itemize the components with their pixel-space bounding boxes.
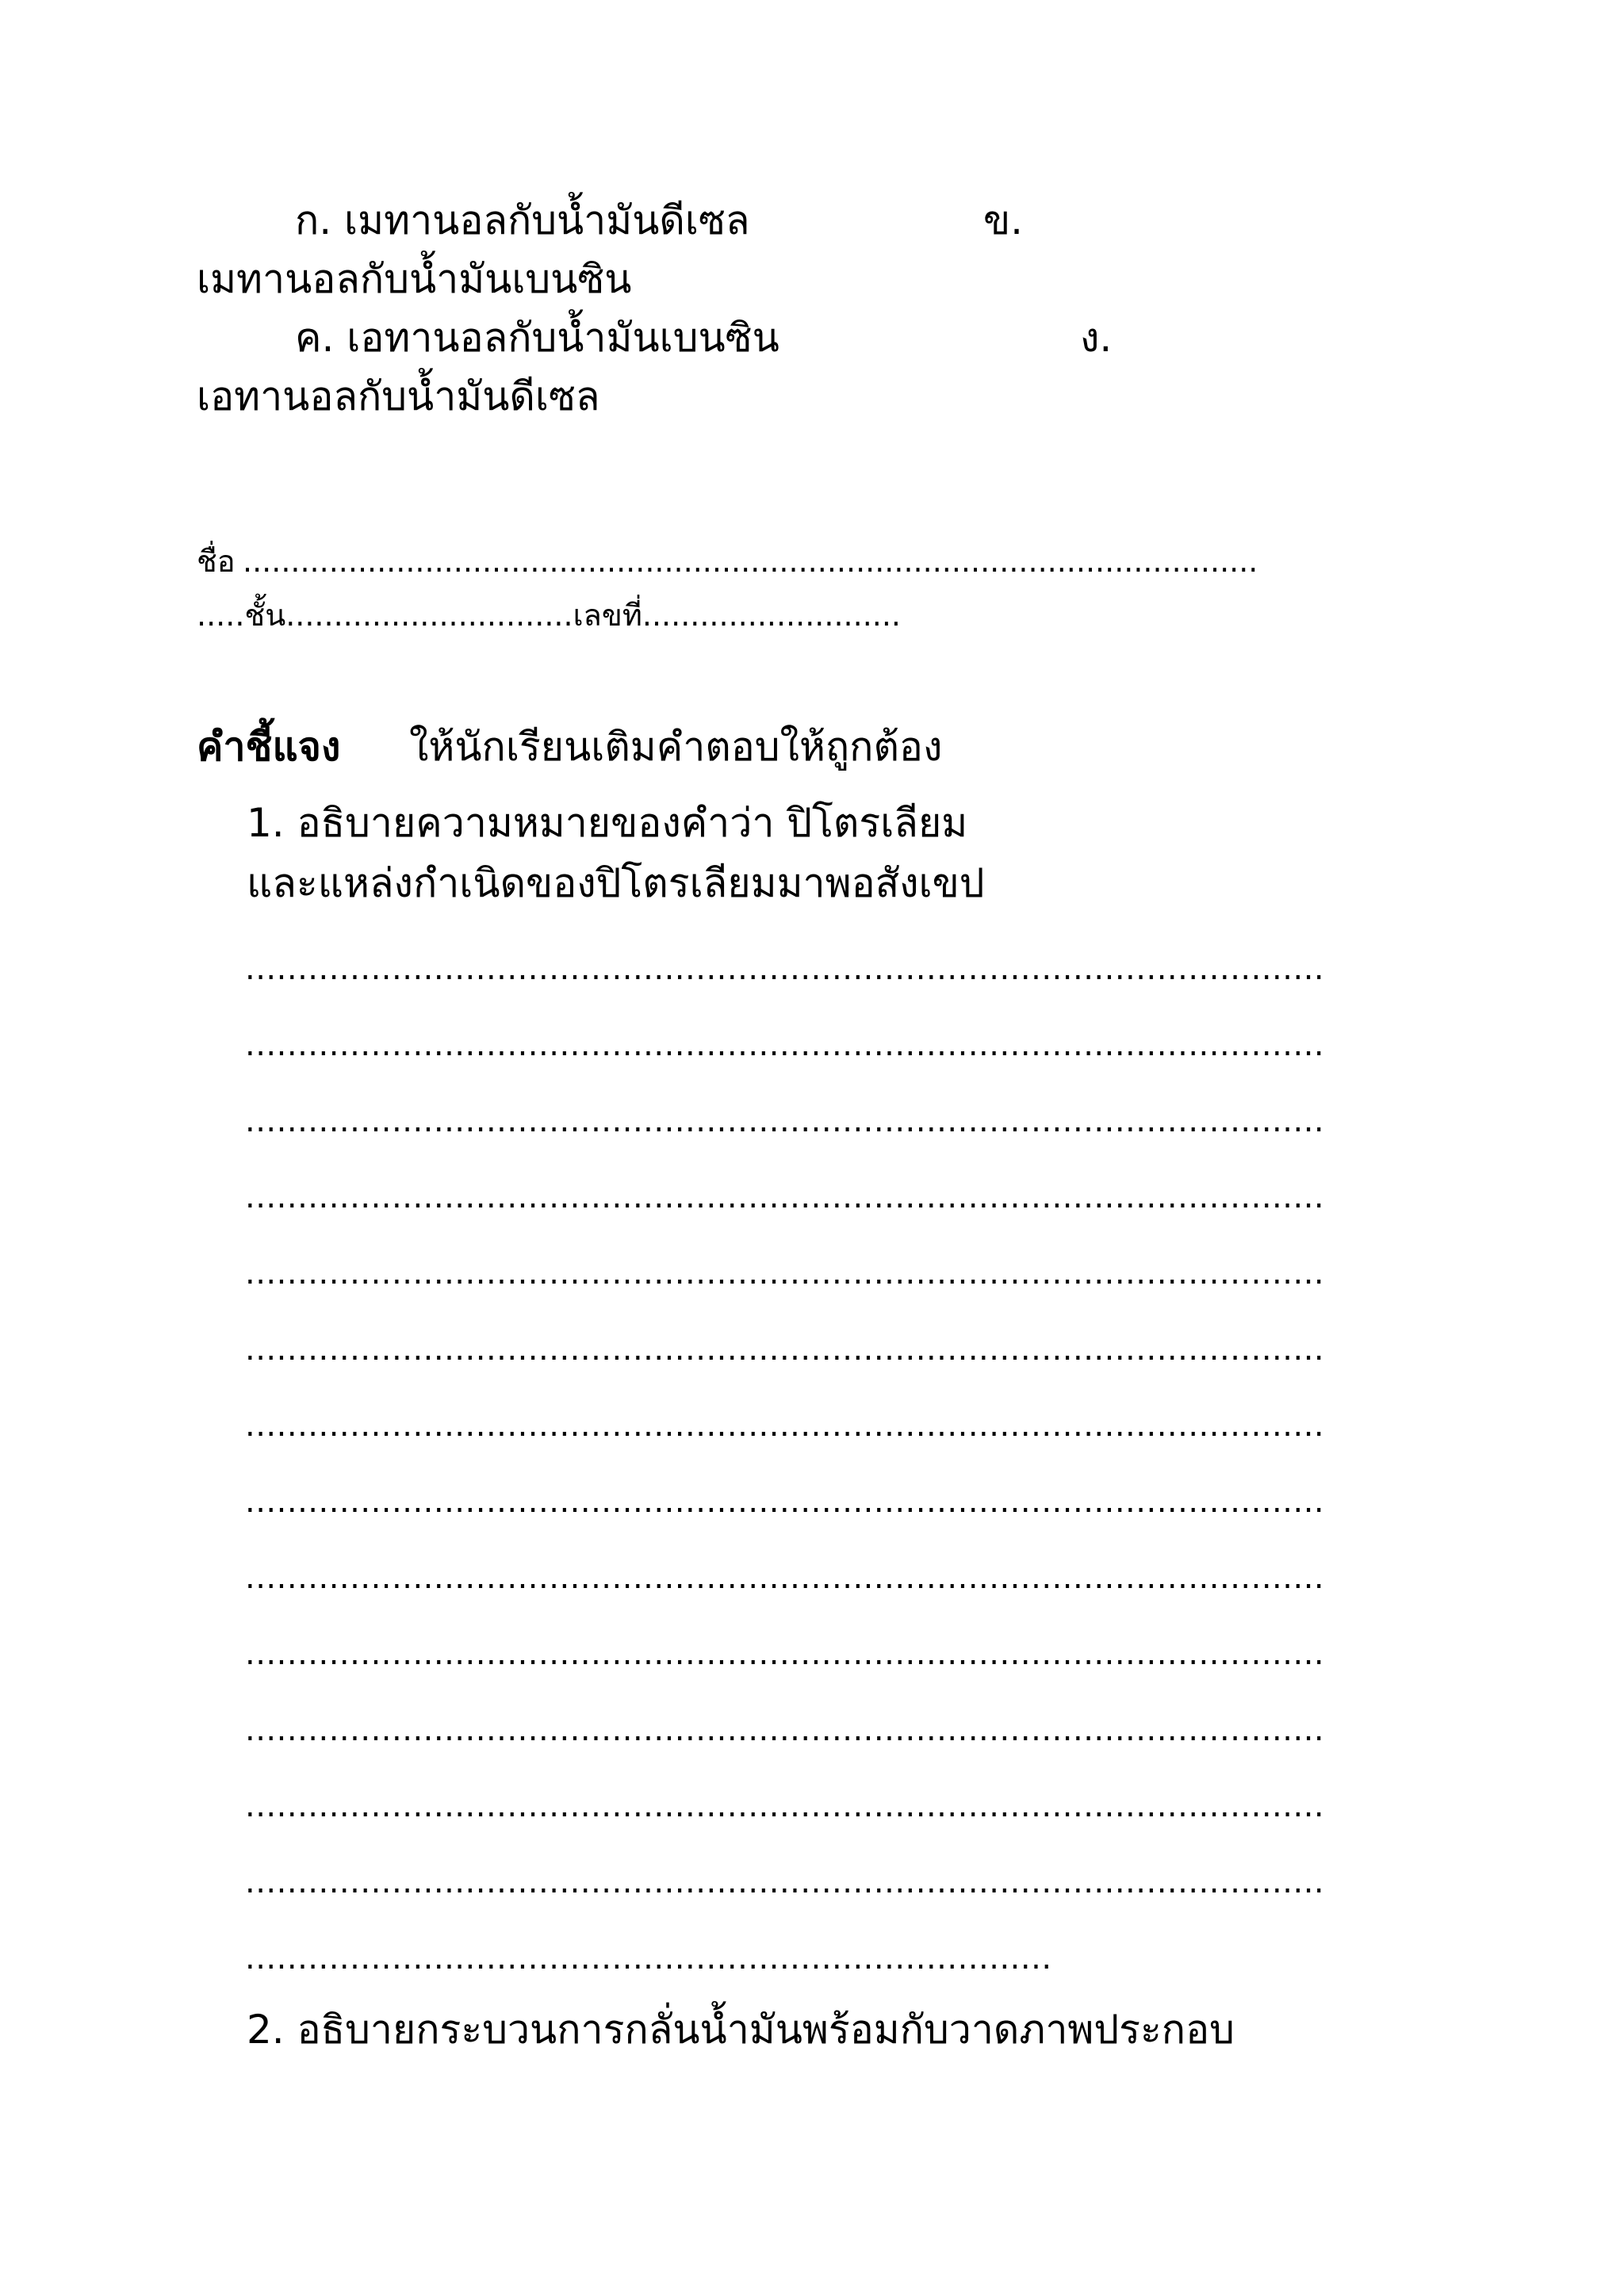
class-number-row (197, 596, 901, 634)
choice-b-text: เมทานอลกับน้ำมันเบนซิน (197, 256, 632, 302)
answer-line[interactable]: ....................................................................................................... (245, 1027, 1325, 1063)
answer-line[interactable]: ....................................................................................................... (245, 1864, 1325, 1900)
answer-line[interactable]: ....................................................................................................... (245, 1636, 1325, 1672)
question-1-line-1: 1. อธิบายความหมายของคำว่า ปิโตรเลียม (247, 800, 968, 846)
answer-line[interactable]: ....................................................................................................... (245, 1103, 1325, 1139)
answer-line[interactable]: ....................................................................................................... (245, 1255, 1325, 1292)
number-field[interactable]: ........................... (642, 598, 902, 633)
class-label: ชั้น (244, 598, 286, 633)
answer-line[interactable]: ....................................................................................................... (245, 1331, 1325, 1368)
choice-d-text: เอทานอลกับน้ำมันดีเซล (197, 373, 600, 419)
answer-line[interactable]: ....................................................................................................... (245, 1179, 1325, 1215)
choice-c: ค. เอทานอลกับน้ำมันเบนซิน (295, 315, 779, 361)
instructions-text: ให้นักเรียนเติมคำตอบให้ถูกต้อง (409, 724, 943, 770)
choice-b-letter: ข. (983, 197, 1024, 243)
question-1-line-2: และแหล่งกำเนิดของปิโตรเลียมมาพอสังเขป (247, 860, 985, 906)
answer-line-last[interactable]: ............................................................................. (245, 1940, 1052, 1976)
name-label: ชื่อ (197, 544, 236, 579)
class-field[interactable]: .............................. (285, 598, 573, 633)
choice-a: ก. เมทานอลกับน้ำมันดีเซล (295, 197, 750, 243)
instructions-label: คำชี้แจง (197, 724, 341, 770)
answer-line[interactable]: ....................................................................................................... (245, 1483, 1325, 1520)
answer-line[interactable]: ....................................................................................................... (245, 1788, 1325, 1824)
question-2: 2. อธิบายกระบวนการกลั่นน้ำมันพร้อมกับวาดภาพประกอบ (247, 2007, 1235, 2053)
answer-line[interactable]: ....................................................................................................... (245, 1559, 1325, 1596)
answer-line[interactable]: ....................................................................................................... (245, 1712, 1325, 1748)
name-field[interactable]: .......................................................................................................... (243, 544, 1258, 579)
answer-line[interactable]: ....................................................................................................... (245, 951, 1325, 987)
choice-d-letter: ง. (1080, 315, 1113, 361)
class-prefix-dots: ..... (197, 598, 245, 633)
answer-line[interactable]: ....................................................................................................... (245, 1407, 1325, 1444)
number-label: เลขที่ (573, 598, 642, 633)
